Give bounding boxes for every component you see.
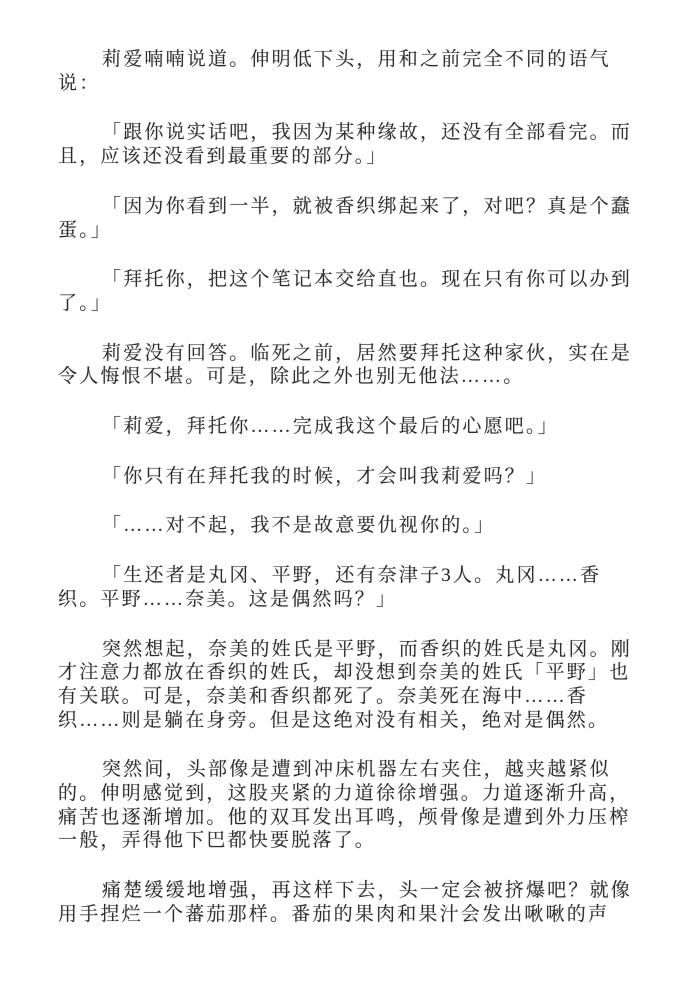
text-column [58,48,642,927]
paragraph: 痛楚缓缓地增强，再这样下去，头一定会被挤爆吧？就像用手捏烂一个蕃茄那样。番茄的果肉和果汁会发出啾啾的声 [58,880,633,925]
paragraph: 突然间，头部像是遭到冲床机器左右夹住，越夹越紧似的。伸明感觉到，这股夹紧的力道徐徐增强。力道逐渐升高，痛苦也逐渐增加。他的双耳发出耳鸣，颅骨像是遭到外力压榨一般，弄得他下巴都快要脱落了。 [58,759,631,852]
paragraph: 「……对不起，我不是故意要仇视你的。」 [102,515,496,537]
paragraph: 「跟你说实话吧，我因为某种缘故，还没有全部看完。而且，应该还没看到最重要的部分。」 [58,122,633,168]
paragraph: 「你只有在拜托我的时候，才会叫我莉爱吗？」 [102,465,548,487]
paragraph: 「因为你看到一半，就被香织绑起来了，对吧？真是个蠢蛋。」 [58,195,633,241]
paragraph: 「莉爱，拜托你……完成我这个最后的心愿吧。」 [102,416,559,438]
paragraph: 莉爱没有回答。临死之前，居然要拜托这种家伙，实在是令人悔恨不堪。可是，除此之外也别无他法……。 [58,342,633,388]
paragraph: 「生还者是丸冈、平野，还有奈津子3人。丸冈……香织。平野……奈美。这是偶然吗？」 [58,565,602,610]
paragraph: 莉爱喃喃说道。伸明低下头，用和之前完全不同的语气说： [58,49,611,94]
paragraph: 突然想起，奈美的姓氏是平野，而香织的姓氏是丸冈。刚才注意力都放在香织的姓氏，却没想到奈美的姓氏「平野」也有关联。可是，奈美和香织都死了。奈美死在海中……香织……则是躺在身旁。但是这绝对没有相关，绝对是偶然。 [58,638,633,731]
paragraph: 「拜托你，把这个笔记本交给直也。现在只有你可以办到了。」 [58,269,633,314]
